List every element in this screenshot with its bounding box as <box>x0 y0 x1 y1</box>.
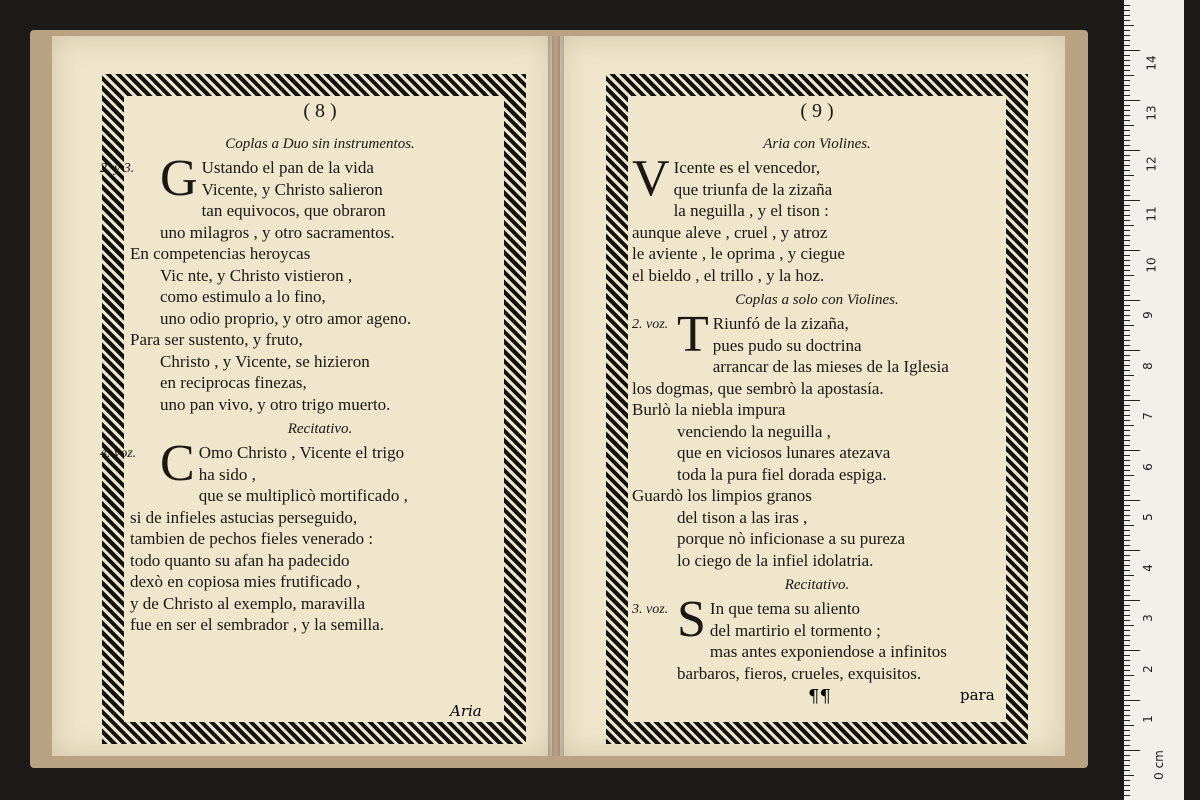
text-line: los dogmas, que sembrò la apostasía. <box>632 378 884 398</box>
text-line: como estimulo a lo fino, <box>160 287 326 306</box>
right-page-text <box>632 100 1002 684</box>
ruler-tick <box>1124 505 1130 506</box>
drop-cap: S <box>677 591 706 648</box>
ruler-tick <box>1124 125 1134 126</box>
ruler-tick <box>1124 35 1130 36</box>
page-number: ( 8 ) <box>303 100 337 122</box>
ruler-tick <box>1124 700 1140 701</box>
ruler-tick <box>1124 475 1134 476</box>
text-line: En competencias heroycas <box>130 244 311 263</box>
ruler-tick <box>1124 670 1130 671</box>
catchword: Aria <box>450 702 482 720</box>
section-heading: Recitativo. <box>287 421 353 437</box>
ruler-tick <box>1124 300 1140 301</box>
ruler-tick <box>1124 65 1130 66</box>
ruler-tick <box>1124 90 1130 91</box>
ruler-tick <box>1124 5 1130 6</box>
ruler-tick <box>1124 520 1130 521</box>
ruler-tick <box>1124 795 1130 796</box>
text-line: mas antes exponiendose a infinitos <box>709 642 947 661</box>
text-line: Omo Christo , Vicente el trigo <box>198 443 405 462</box>
ruler-tick <box>1124 610 1130 611</box>
ruler-tick <box>1124 460 1130 461</box>
ruler-tick <box>1124 320 1130 321</box>
text-line: que se multiplicò mortificado , <box>198 486 408 505</box>
text-line: el bieldo , el trillo , y la hoz. <box>632 265 825 285</box>
ruler-tick <box>1124 635 1130 636</box>
ruler-tick <box>1124 545 1130 546</box>
section-heading: Aria con Violines. <box>763 136 871 152</box>
text-line: del tison a las iras , <box>677 507 808 527</box>
ruler-tick <box>1124 430 1130 431</box>
ruler-tick <box>1124 405 1130 406</box>
ruler-tick <box>1124 50 1140 51</box>
ruler-tick <box>1124 570 1130 571</box>
ruler-tick <box>1124 600 1140 601</box>
ruler-tick <box>1124 140 1130 141</box>
ruler-tick <box>1124 525 1134 526</box>
ruler-tick <box>1124 745 1130 746</box>
voice-label: 3. voz. <box>632 602 669 617</box>
ruler-tick <box>1124 705 1130 706</box>
page-number: ( 9 ) <box>800 100 834 122</box>
ruler-tick <box>1124 230 1130 231</box>
ruler-tick <box>1124 215 1130 216</box>
ruler-tick <box>1124 350 1140 351</box>
ruler-tick <box>1124 690 1130 691</box>
ruler-tick <box>1124 450 1140 451</box>
ruler-tick <box>1124 565 1130 566</box>
ruler-number: 8 <box>1140 361 1155 370</box>
text-line: Ustando el pan de la vida <box>201 158 374 177</box>
signature-mark: ¶¶ <box>808 686 831 707</box>
ruler-tick <box>1124 155 1130 156</box>
ruler-tick <box>1124 180 1130 181</box>
ruler-tick <box>1124 245 1130 246</box>
text-line: tambien de pechos fieles venerado : <box>130 529 374 548</box>
text-line: barbaros, fieros, crueles, exquisitos. <box>677 663 922 683</box>
ruler-tick <box>1124 220 1130 221</box>
catchword: para <box>960 686 995 704</box>
drop-cap: V <box>632 150 670 207</box>
ruler-tick <box>1124 735 1130 736</box>
ruler-tick <box>1124 530 1130 531</box>
ruler-tick <box>1124 620 1130 621</box>
ruler-tick <box>1124 275 1134 276</box>
ruler-number: 14 <box>1144 54 1159 71</box>
ruler-tick <box>1124 25 1134 26</box>
ruler-tick <box>1124 205 1130 206</box>
text-line: aunque aleve , cruel , y atroz <box>632 222 828 242</box>
ruler-tick <box>1124 750 1140 751</box>
text-line: tan equivocos, que obraron <box>201 201 386 220</box>
ruler-tick <box>1124 780 1130 781</box>
text-line: Para ser sustento, y fruto, <box>130 330 303 349</box>
ruler-tick <box>1124 465 1130 466</box>
drop-cap: G <box>160 150 198 207</box>
text-line: ha sido , <box>198 464 256 484</box>
ruler-tick <box>1124 170 1130 171</box>
ruler-tick <box>1124 595 1130 596</box>
ruler-tick <box>1124 60 1130 61</box>
text-line: porque nò inficionase a su pureza <box>677 529 905 548</box>
ruler-number: 13 <box>1144 105 1159 121</box>
text-line: Vicente, y Christo salieron <box>201 179 383 199</box>
text-line: del martirio el tormento ; <box>709 620 881 640</box>
ruler-tick <box>1124 775 1134 776</box>
text-line: Riunfó de la zizaña, <box>712 314 849 333</box>
ruler-tick <box>1124 325 1134 326</box>
text-line: en reciprocas finezas, <box>160 373 307 392</box>
ruler-tick <box>1124 250 1140 251</box>
ruler-number: 1 <box>1140 715 1155 723</box>
ruler-tick <box>1124 290 1130 291</box>
ruler-tick <box>1124 625 1134 626</box>
ruler-tick <box>1124 40 1130 41</box>
ruler-tick <box>1124 135 1130 136</box>
ruler-tick <box>1124 425 1134 426</box>
text-line: todo quanto su afan ha padecido <box>130 550 350 570</box>
ruler-tick <box>1124 20 1130 21</box>
ruler-tick <box>1124 760 1130 761</box>
ruler-tick <box>1124 730 1130 731</box>
ruler-tick <box>1124 660 1130 661</box>
ruler-tick <box>1124 785 1130 786</box>
ruler-tick <box>1124 360 1130 361</box>
ruler-tick <box>1124 720 1130 721</box>
ruler-tick <box>1124 15 1130 16</box>
ruler-tick <box>1124 630 1130 631</box>
ruler-tick <box>1124 575 1134 576</box>
text-line: la neguilla , y el tison : <box>673 201 829 220</box>
text-line: Guardò los limpios granos <box>632 486 812 505</box>
voice-label: 2. voz. <box>632 317 669 332</box>
ruler-tick <box>1124 515 1130 516</box>
drop-cap: C <box>160 435 195 492</box>
measuring-ruler <box>1124 0 1184 800</box>
voice-label: 2. y 3. <box>100 161 135 176</box>
ruler-tick <box>1124 75 1134 76</box>
text-line: toda la pura fiel dorada espiga. <box>677 464 887 484</box>
ruler-tick <box>1124 725 1134 726</box>
text-line: Icente es el vencedor, <box>673 158 821 177</box>
ruler-tick <box>1124 130 1130 131</box>
ruler-tick <box>1124 105 1130 106</box>
ruler-tick <box>1124 240 1130 241</box>
ruler-tick <box>1124 485 1130 486</box>
ruler-tick <box>1124 585 1130 586</box>
ruler-tick <box>1124 580 1130 581</box>
ruler-tick <box>1124 30 1130 31</box>
ruler-tick <box>1124 500 1140 501</box>
ruler-number: 11 <box>1144 206 1159 222</box>
ruler-tick <box>1124 365 1130 366</box>
voice-label: 4. voz. <box>100 446 137 461</box>
ruler-tick <box>1124 295 1130 296</box>
ruler-tick <box>1124 555 1130 556</box>
ruler-tick <box>1124 445 1130 446</box>
ruler-tick <box>1124 605 1130 606</box>
ruler-unit-label: 0 cm <box>1151 750 1166 780</box>
ruler-tick <box>1124 185 1130 186</box>
ruler-tick <box>1124 210 1130 211</box>
ruler-tick <box>1124 120 1130 121</box>
ruler-tick <box>1124 440 1130 441</box>
drop-cap: T <box>677 306 709 363</box>
text-line: lo ciego de la infiel idolatria. <box>677 550 874 570</box>
ruler-tick <box>1124 395 1130 396</box>
text-line: uno pan vivo, y otro trigo muerto. <box>160 394 391 414</box>
ruler-tick <box>1124 535 1130 536</box>
ruler-tick <box>1124 175 1134 176</box>
ruler-tick <box>1124 335 1130 336</box>
text-line: y de Christo al exemplo, maravilla <box>130 593 366 613</box>
ruler-tick <box>1124 385 1130 386</box>
ruler-tick <box>1124 340 1130 341</box>
ruler-tick <box>1124 160 1130 161</box>
text-line: Burlò la niebla impura <box>632 400 786 419</box>
ruler-number: 12 <box>1144 155 1159 172</box>
ruler-tick <box>1124 455 1130 456</box>
ruler-tick <box>1124 95 1130 96</box>
ruler-tick <box>1124 680 1130 681</box>
ruler-tick <box>1124 645 1130 646</box>
left-page-text <box>100 100 510 636</box>
ruler-tick <box>1124 495 1130 496</box>
text-line: Christo , y Vicente, se hizieron <box>160 351 370 371</box>
text-line: que triunfa de la zizaña <box>673 179 833 199</box>
ruler-tick <box>1124 150 1140 151</box>
text-line: fue en ser el sembrador , y la semilla. <box>130 615 384 634</box>
text-line: le aviente , le oprima , y ciegue <box>632 244 845 263</box>
ruler-tick <box>1124 355 1130 356</box>
ruler-number: 2 <box>1140 664 1155 673</box>
ruler-tick <box>1124 55 1130 56</box>
ruler-number: 4 <box>1140 563 1155 572</box>
ruler-tick <box>1124 10 1130 11</box>
text-line: pues pudo su doctrina <box>712 335 862 355</box>
text-line: arrancar de las mieses de la Iglesia <box>712 357 949 376</box>
ruler-tick <box>1124 280 1130 281</box>
section-heading: Coplas a solo con Violines. <box>735 292 899 308</box>
ruler-tick <box>1124 650 1140 651</box>
ruler-number: 10 <box>1144 256 1159 273</box>
text-line: uno odio proprio, y otro amor ageno. <box>160 308 412 328</box>
text-line: dexò en copiosa mies frutificado , <box>130 572 361 591</box>
gutter <box>548 36 564 756</box>
ruler-tick <box>1124 100 1140 101</box>
ruler-tick <box>1124 225 1134 226</box>
ruler-tick <box>1124 770 1130 771</box>
ruler-tick <box>1124 470 1130 471</box>
ruler-tick <box>1124 675 1134 676</box>
ruler-tick <box>1124 285 1130 286</box>
ruler-number: 3 <box>1140 614 1155 622</box>
ruler-tick <box>1124 510 1130 511</box>
ruler-tick <box>1124 255 1130 256</box>
ruler-tick <box>1124 390 1130 391</box>
ruler-tick <box>1124 590 1130 591</box>
ruler-tick <box>1124 110 1130 111</box>
ruler-tick <box>1124 560 1130 561</box>
section-heading: Coplas a Duo sin instrumentos. <box>225 136 415 152</box>
ruler-tick <box>1124 305 1130 306</box>
ruler-tick <box>1124 260 1130 261</box>
ruler-tick <box>1124 655 1130 656</box>
ruler-tick <box>1124 685 1130 686</box>
ruler-tick <box>1124 410 1130 411</box>
ruler-tick <box>1124 665 1130 666</box>
text-line: venciendo la neguilla , <box>677 421 831 441</box>
ruler-tick <box>1124 540 1130 541</box>
ruler-number: 7 <box>1140 412 1155 420</box>
ruler-tick <box>1124 315 1130 316</box>
ruler-tick <box>1124 200 1140 201</box>
ruler-tick <box>1124 420 1130 421</box>
ruler-tick <box>1124 310 1130 311</box>
ruler-tick <box>1124 375 1134 376</box>
ruler-tick <box>1124 740 1130 741</box>
ruler-tick <box>1124 615 1130 616</box>
ruler-tick <box>1124 235 1130 236</box>
ruler-tick <box>1124 790 1130 791</box>
ruler-tick <box>1124 400 1140 401</box>
ruler-tick <box>1124 640 1130 641</box>
ruler-tick <box>1124 380 1130 381</box>
ruler-tick <box>1124 80 1130 81</box>
ruler-tick <box>1124 765 1130 766</box>
ruler-number: 6 <box>1140 462 1155 471</box>
ruler-tick <box>1124 345 1130 346</box>
ruler-tick <box>1124 190 1130 191</box>
ruler-tick <box>1124 550 1140 551</box>
ruler-number: 9 <box>1140 311 1155 319</box>
ruler-tick <box>1124 165 1130 166</box>
text-line: In que tema su aliento <box>709 599 861 618</box>
ruler-tick <box>1124 415 1130 416</box>
ruler-tick <box>1124 490 1130 491</box>
ruler-tick <box>1124 45 1130 46</box>
text-line: Vic nte, y Christo vistieron , <box>160 265 353 285</box>
ruler-tick <box>1124 710 1130 711</box>
ruler-tick <box>1124 435 1130 436</box>
ruler-tick <box>1124 145 1130 146</box>
text-line: que en viciosos lunares atezava <box>677 443 891 462</box>
ruler-tick <box>1124 370 1130 371</box>
ruler-tick <box>1124 695 1130 696</box>
ruler-tick <box>1124 195 1130 196</box>
text-line: si de infieles astucias perseguido, <box>130 507 358 527</box>
ruler-number: 5 <box>1140 513 1155 521</box>
ruler-tick <box>1124 480 1130 481</box>
section-heading: Recitativo. <box>784 577 850 593</box>
ruler-tick <box>1124 270 1130 271</box>
ruler-tick <box>1124 70 1130 71</box>
ruler-tick <box>1124 115 1130 116</box>
ruler-tick <box>1124 330 1130 331</box>
ruler-tick <box>1124 715 1130 716</box>
ruler-tick <box>1124 755 1130 756</box>
ruler-tick <box>1124 85 1130 86</box>
ruler-tick <box>1124 265 1130 266</box>
text-line: uno milagros , y otro sacramentos. <box>160 222 395 242</box>
